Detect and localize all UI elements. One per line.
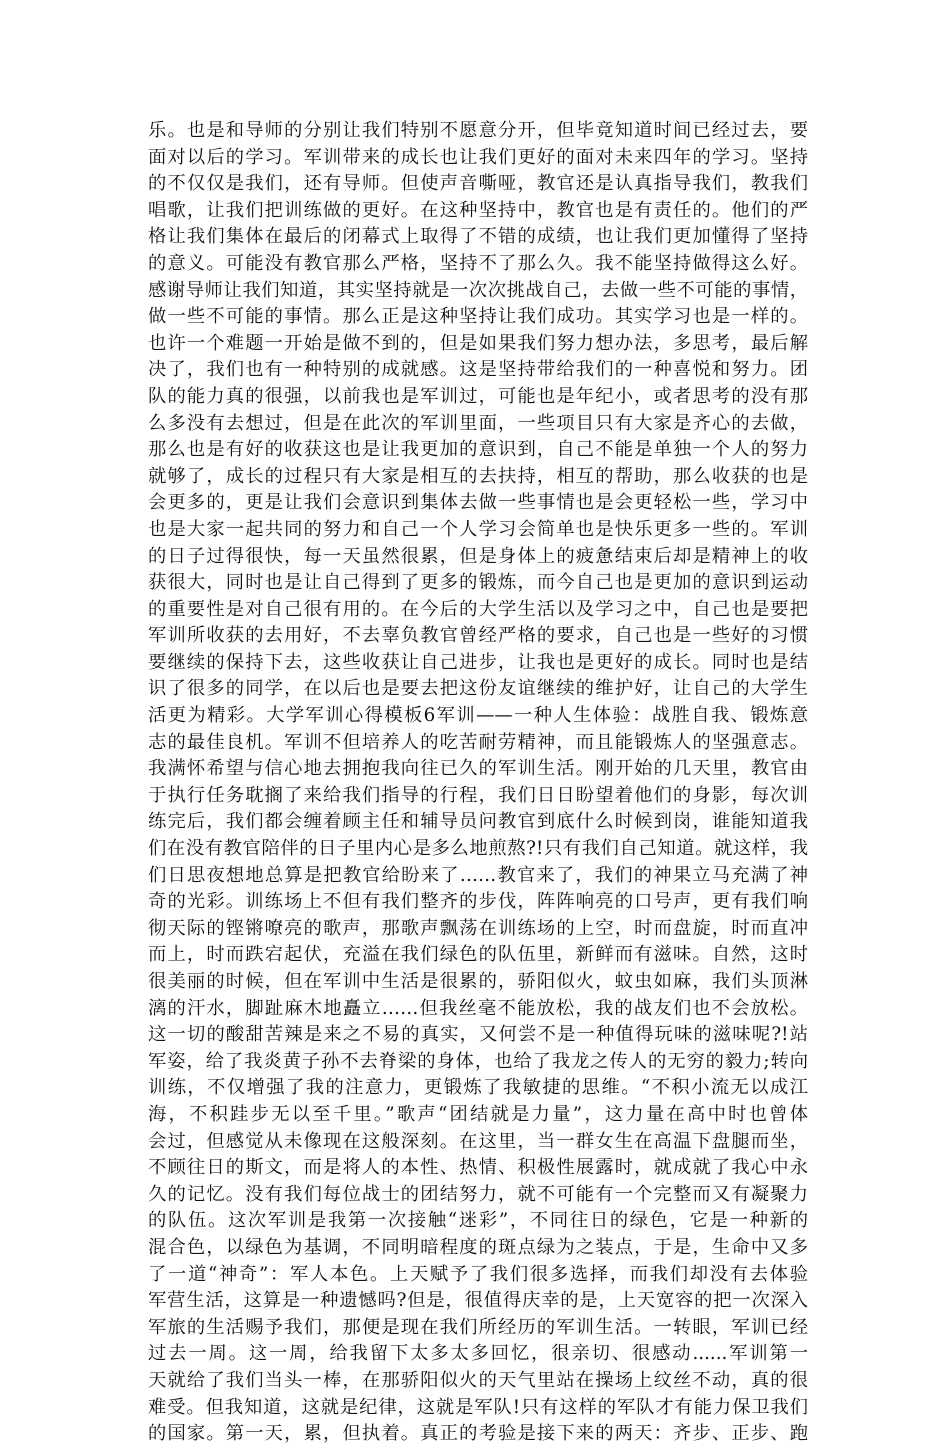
text-line: 的日子过得很快，每一天虽然很累，但是身体上的疲惫结束后却是精神上的收 <box>148 545 808 567</box>
text-line: 的国家。第一天，累，但执着。真正的考验是接下来的两天：齐步、正步、跑 <box>148 1423 808 1445</box>
text-line: 志的最佳良机。军训不但培养人的吃苦耐劳精神，而且能锻炼人的坚强意志。 <box>148 731 808 753</box>
text-line: 不顾往日的斯文，而是将人的本性、热情、积极性展露时，就成就了我心中永 <box>148 1157 808 1179</box>
text-line: 也是大家一起共同的努力和自己一个人学习会简单也是快乐更多一些的。军训 <box>148 518 808 540</box>
text-line: 格让我们集体在最后的闭幕式上取得了不错的成绩，也让我们更加懂得了坚持 <box>148 226 808 248</box>
text-line: 过去一周。这一周，给我留下太多太多回忆，很亲切、很感动......军训第一 <box>148 1343 808 1365</box>
text-line: 活更为精彩。大学军训心得模板6军训——一种人生体验：战胜自我、锻炼意 <box>148 705 808 727</box>
text-line: 的队伍。这次军训是我第一次接触“迷彩”，不同往日的绿色，它是一种新的 <box>148 1210 808 1232</box>
text-line: 我满怀希望与信心地去拥抱我向往已久的军训生活。刚开始的几天里，教官由 <box>148 758 808 780</box>
text-line: 军训所收获的去用好，不去辜负教官曾经严格的要求，自己也是一些好的习惯 <box>148 625 808 647</box>
text-line: 的重要性是对自己很有用的。在今后的大学生活以及学习之中，自己也是要把 <box>148 598 808 620</box>
text-line: 军姿，给了我炎黄子孙不去脊梁的身体，也给了我龙之传人的无穷的毅力;转向 <box>148 1050 808 1072</box>
text-line: 队的能力真的很强，以前我也是军训过，可能也是年纪小，或者思考的没有那 <box>148 385 808 407</box>
text-line: 了一道“神奇”：军人本色。上天赋予了我们很多选择，而我们却没有去体验 <box>148 1263 808 1285</box>
text-line: 会过，但感觉从未像现在这般深刻。在这里，当一群女生在高温下盘腿而坐， <box>148 1130 808 1152</box>
text-line: 们日思夜想地总算是把教官给盼来了……教官来了，我们的神果立马充满了神 <box>148 864 808 886</box>
text-line: 这一切的酸甜苦辣是来之不易的真实，又何尝不是一种值得玩味的滋味呢?!站 <box>148 1024 808 1046</box>
text-line: 那么也是有好的收获这也是让我更加的意识到，自己不能是单独一个人的努力 <box>148 439 808 461</box>
text-line: 就够了，成长的过程只有大家是相互的去扶持，相互的帮助，那么收获的也是 <box>148 465 808 487</box>
text-line: 也许一个难题一开始是做不到的，但是如果我们努力想办法，多思考，最后解 <box>148 332 808 354</box>
text-line: 很美丽的时候，但在军训中生活是很累的，骄阳似火，蚊虫如麻，我们头顶淋 <box>148 971 808 992</box>
text-line: 训练，不仅增强了我的注意力，更锻炼了我敏捷的思维。“不积小流无以成江 <box>148 1077 808 1099</box>
text-line: 而上，时而跌宕起伏，充溢在我们绿色的队伍里，新鲜而有滋味。自然，这时 <box>148 944 808 966</box>
text-line: 感谢导师让我们知道，其实坚持就是一次次挑战自己，去做一些不可能的事情， <box>148 279 808 301</box>
text-line: 军旅的生活赐予我们，那便是现在我们所经历的军训生活。一转眼，军训已经 <box>148 1316 808 1338</box>
text-line: 面对以后的学习。军训带来的成长也让我们更好的面对未来四年的学习。坚持 <box>148 146 808 168</box>
text-line: 海，不积跬步无以至千里。”歌声“团结就是力量”，这力量在高中时也曾体 <box>148 1103 808 1125</box>
text-line: 么多没有去想过，但是在此次的军训里面，一些项目只有大家是齐心的去做， <box>148 412 808 434</box>
text-line: 天就给了我们当头一棒，在那骄阳似火的天气里站在操场上纹丝不动，真的很 <box>148 1369 808 1391</box>
text-line: 的意义。可能没有教官那么严格，坚持不了那么久。我不能坚持做得这么好。 <box>148 252 808 274</box>
text-line: 唱歌，让我们把训练做的更好。在这种坚持中，教官也是有责任的。他们的严 <box>148 199 808 221</box>
text-line: 彻天际的铿锵嘹亮的歌声，那歌声飘荡在训练场的上空，时而盘旋，时而直冲 <box>148 917 808 939</box>
text-line: 决了，我们也有一种特别的成就感。这是坚持带给我们的一种喜悦和努力。团 <box>148 359 808 381</box>
text-line: 漓的汗水，脚趾麻木地矗立……但我丝毫不能放松，我的战友们也不会放松。 <box>148 997 808 1019</box>
text-line: 军营生活，这算是一种遗憾吗?但是，很值得庆幸的是，上天宽容的把一次深入 <box>148 1290 808 1312</box>
text-line: 获很大，同时也是让自己得到了更多的锻炼，而今自己也是更加的意识到运动 <box>148 572 808 594</box>
text-line: 混合色，以绿色为基调，不同明暗程度的斑点绿为之装点，于是，生命中又多 <box>148 1236 808 1258</box>
text-line: 难受。但我知道，这就是纪律，这就是军队!只有这样的军队才有能力保卫我们 <box>148 1396 808 1418</box>
text-line: 乐。也是和导师的分别让我们特别不愿意分开，但毕竟知道时间已经过去，要 <box>148 120 808 141</box>
text-line: 于执行任务耽搁了来给我们指导的行程，我们日日盼望着他们的身影，每次训 <box>148 784 808 806</box>
text-line: 会更多的，更是让我们会意识到集体去做一些事情也是会更轻松一些，学习中 <box>148 492 808 514</box>
text-line: 们在没有教官陪伴的日子里内心是多么地煎熬?!只有我们自己知道。就这样，我 <box>148 838 808 860</box>
body-text <box>148 118 808 1448</box>
text-line: 久的记忆。没有我们每位战士的团结努力，就不可能有一个完整而又有凝聚力 <box>148 1183 808 1205</box>
text-line: 奇的光彩。训练场上不但有我们整齐的步伐，阵阵响亮的口号声，更有我们响 <box>148 891 808 913</box>
text-line: 练完后，我们都会缠着顾主任和辅导员问教官到底什么时候到岗，谁能知道我 <box>148 811 808 833</box>
text-line: 要继续的保持下去，这些收获让自己进步，让我也是更好的成长。同时也是结 <box>148 651 808 673</box>
text-line: 做一些不可能的事情。那么正是这种坚持让我们成功。其实学习也是一样的。 <box>148 306 808 328</box>
text-line: 的不仅仅是我们，还有导师。但使声音嘶哑，教官还是认真指导我们，教我们 <box>148 173 808 195</box>
text-line: 识了很多的同学，在以后也是要去把这份友谊继续的维护好，让自己的大学生 <box>148 678 808 700</box>
